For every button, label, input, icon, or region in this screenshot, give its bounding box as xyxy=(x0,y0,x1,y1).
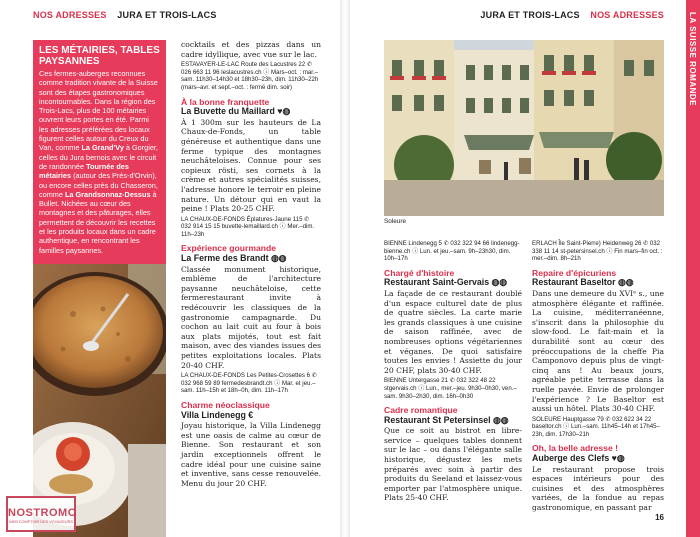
category-heading: Cadre romantique xyxy=(384,405,458,416)
running-head-section: NOS ADRESSES xyxy=(33,10,107,20)
restaurant-name: La Ferme des Brandt ◍◍ xyxy=(181,253,287,264)
category-heading: Oh, la belle adresse ! xyxy=(532,443,618,454)
running-head-region: JURA ET TROIS-LACS xyxy=(480,10,580,20)
category-heading: À la bonne franquette xyxy=(181,96,270,107)
category-heading: Expérience gourmande xyxy=(181,243,277,254)
running-head xyxy=(33,10,217,20)
section-side-tab xyxy=(686,0,700,537)
intro-address: ESTAVAYER-LE-LAC Route des Lacustres 22 ✆ 026 663 11 96 leslacustres.ch ⓘ Mars–oct. : mar.–sam. 11h30–14h30 et 18h30–23h, dim. 11h30–22h (mars–avr. et sept.–oct. : fermé dim. soir) xyxy=(181,61,319,91)
running-head-region: JURA ET TROIS-LACS xyxy=(117,10,217,20)
restaurant-name: Restaurant St Petersinsel ◍◍ xyxy=(384,414,509,425)
restaurant-address: ERLACH Île Saint-Pierre) Heidenweg 26 ✆ 032 338 11 14 st-petersinsel.ch ⓘ Fin mars–fin oct. : mer.–dim. 8h–21h xyxy=(532,240,663,263)
restaurant-description: Que ce soit au bistrot en libre-service – quelques tables donnent sur le lac – ou dans l'élégante salle historique, dégustez les mets préparés avec soin à partir des produits du Seeland et laissez-vous emporter par l'atmosphère unique. Plats 25-40 CHF. xyxy=(384,426,522,503)
photo-caption: Soleure xyxy=(384,218,407,225)
nostromo-stamp-logo: NOSTROMO WEB COMPTOIR DES VOYAGEURS xyxy=(6,496,76,532)
restaurant-description: La façade de ce restaurant doublé d'un espace culturel date de plus de quatre siècles. La carte marie les grands classiques à une cuisine de saison raffinée, avec de nombreuses options végétariennes et véganes. De quoi satisfaire toutes les envies ! Assiette du jour 20 CHF, plats 30-40 CHF. xyxy=(384,288,522,375)
category-heading: Chargé d'histoire xyxy=(384,267,455,278)
category-heading: Charme néoclassique xyxy=(181,399,270,410)
running-head xyxy=(480,10,664,20)
restaurant-address: BIENNE Lindenegg 5 ✆ 032 322 94 66 lindenegg-bienne.ch ⓘ Lun. et jeu.–sam. 9h–23h30, dim. 10h–17h xyxy=(384,240,520,263)
sidebar-title: LES MÉTAIRIES, TABLES PAYSANNES xyxy=(39,45,160,67)
right-text-column-1 xyxy=(384,238,522,503)
restaurant-address: SOLEURE Hauptgasse 79 ✆ 032 622 34 22 baseltor.ch ⓘ Lun.–sam. 11h45–14h et 17h45–23h, dim. 17h30–21h xyxy=(532,415,660,438)
restaurant-address: LA CHAUX-DE-FONDS Éplatures-Jaune 115 ✆ 032 914 15 15 buvette-lemaillard.ch ⓘ Mer.–dim. 11h–23h xyxy=(181,215,315,238)
metairies-sidebar-box xyxy=(33,40,166,264)
soleure-street-photo xyxy=(384,40,664,216)
right-page xyxy=(350,0,700,537)
running-head-section: NOS ADRESSES xyxy=(590,10,664,20)
restaurant-description: Classée monument historique, emblème de l'architecture paysanne neuchâteloise, cette fermerestaurant invite à redécouvrir les classiques de la gastronomie campagnarde. Du cochon au lait cuit au four à bois aux plats mijotés, tout est fait maison, avec des viandes issues des petites exploitations locales. Plats 20-40 CHF. xyxy=(181,264,321,370)
left-page xyxy=(0,0,340,537)
restaurant-name: Villa Lindenegg € xyxy=(181,409,254,420)
category-heading: Repaire d'épicuriens xyxy=(532,267,617,278)
restaurant-name: La Buvette du Maillard ♥◍ xyxy=(181,106,291,117)
restaurant-description: À 1 300m sur les hauteurs de La Chaux-de-Fonds, un table généreuse et authentique dans une ferme typique des montagnes neuchâteloises. Connue pour ses copieux rösti, ses cornets à la crème et autres spécialités suisses, l'adresse honore le terroir en pleine nature. Un détour qui en vaut la peine ! Plats 20-25 CHF. xyxy=(181,117,321,214)
restaurant-name: Restaurant Saint-Gervais ◍◍ xyxy=(384,277,507,288)
restaurant-name: Restaurant Baseltor ◍◍ xyxy=(532,277,634,288)
right-text-column-2 xyxy=(532,238,664,513)
restaurant-description: Dans une demeure du XVIᵉ s., une atmosphère élégante et raffinée. La cuisine, méditerranéenne, s'inscrit dans la philosophie du slow-food. Le fait-main et la durabilité sont au cœur des préoccupations de la cheffe Pia Camponovo depuis plus de vingt-cinq ans ! Au beaux jours, agréable petite terrasse dans la ruelle pavée. Envie de prolonger l'expérience ? Le Baseltor est aussi un hôtel. Plats 30-40 CHF. xyxy=(532,288,664,414)
restaurant-description: Joyau historique, la Villa Lindenegg est une oasis de calme au cœur de Bienne. Son restaurant et son jardin exceptionnels offrent le cadre idéal pour une cuisine saine et inventive, sans cesse renouvelée. Menu du jour 20 CHF. xyxy=(181,421,321,488)
sidebar-text: Ces fermes-auberges reconnues comme tradition vivante de la Suisse sont des étapes gastronomiques incontournables. Dans la région des Trois-Lacs, plus de 100 métairies ouvrent leurs portes en été. Parmi les adresses préférées des locaux figurent celles autour du Creux du Van, comme La Grand'Vy à Gorgier, celles du Jura bernois avec le circuit de randonnée Tournée des métairies (autour des Prés-d'Orvin), ou encore celles près du Chasseron, comme La Grandsonnaz-Dessus à Bullet. Nichées au cœur des montagnes et des pâturages, elles permettent de découvrir les recettes et les produits locaux dans un cadre authentique, en rencontrant les familles paysannes. xyxy=(39,69,158,255)
restaurant-address: BIENNE Untergasse 21 ✆ 032 322 48 22 stgervais.ch ⓘ Lun., mer.–jeu. 9h30–0h30, ven.–sam. 9h30–2h30, dim. 16h–0h30 xyxy=(384,377,517,400)
restaurant-name: Auberge des Clefs ♥◍ xyxy=(532,453,625,464)
book-gutter xyxy=(340,0,350,537)
page-number: 16 xyxy=(655,513,664,522)
restaurant-description: Le restaurant propose trois espaces intérieurs pour des cuisines et des atmosphères variées, de la fondue au repas gastronomique, en passant par xyxy=(532,464,664,513)
left-text-column xyxy=(181,40,321,488)
restaurant-address: LA CHAUX-DE-FONDS Les Petites-Crosettes 6 ✆ 032 968 59 89 fermedesbrandt.ch ⓘ Mar. et jeu.–sam. 11h–15h et 18h–0h, dim. 11h–17h xyxy=(181,372,317,395)
intro-text: cocktails et des pizzas dans un cadre idyllique, avec vue sur le lac. xyxy=(181,40,321,59)
side-tab-label: LA SUISSE ROMANDE xyxy=(688,12,697,106)
